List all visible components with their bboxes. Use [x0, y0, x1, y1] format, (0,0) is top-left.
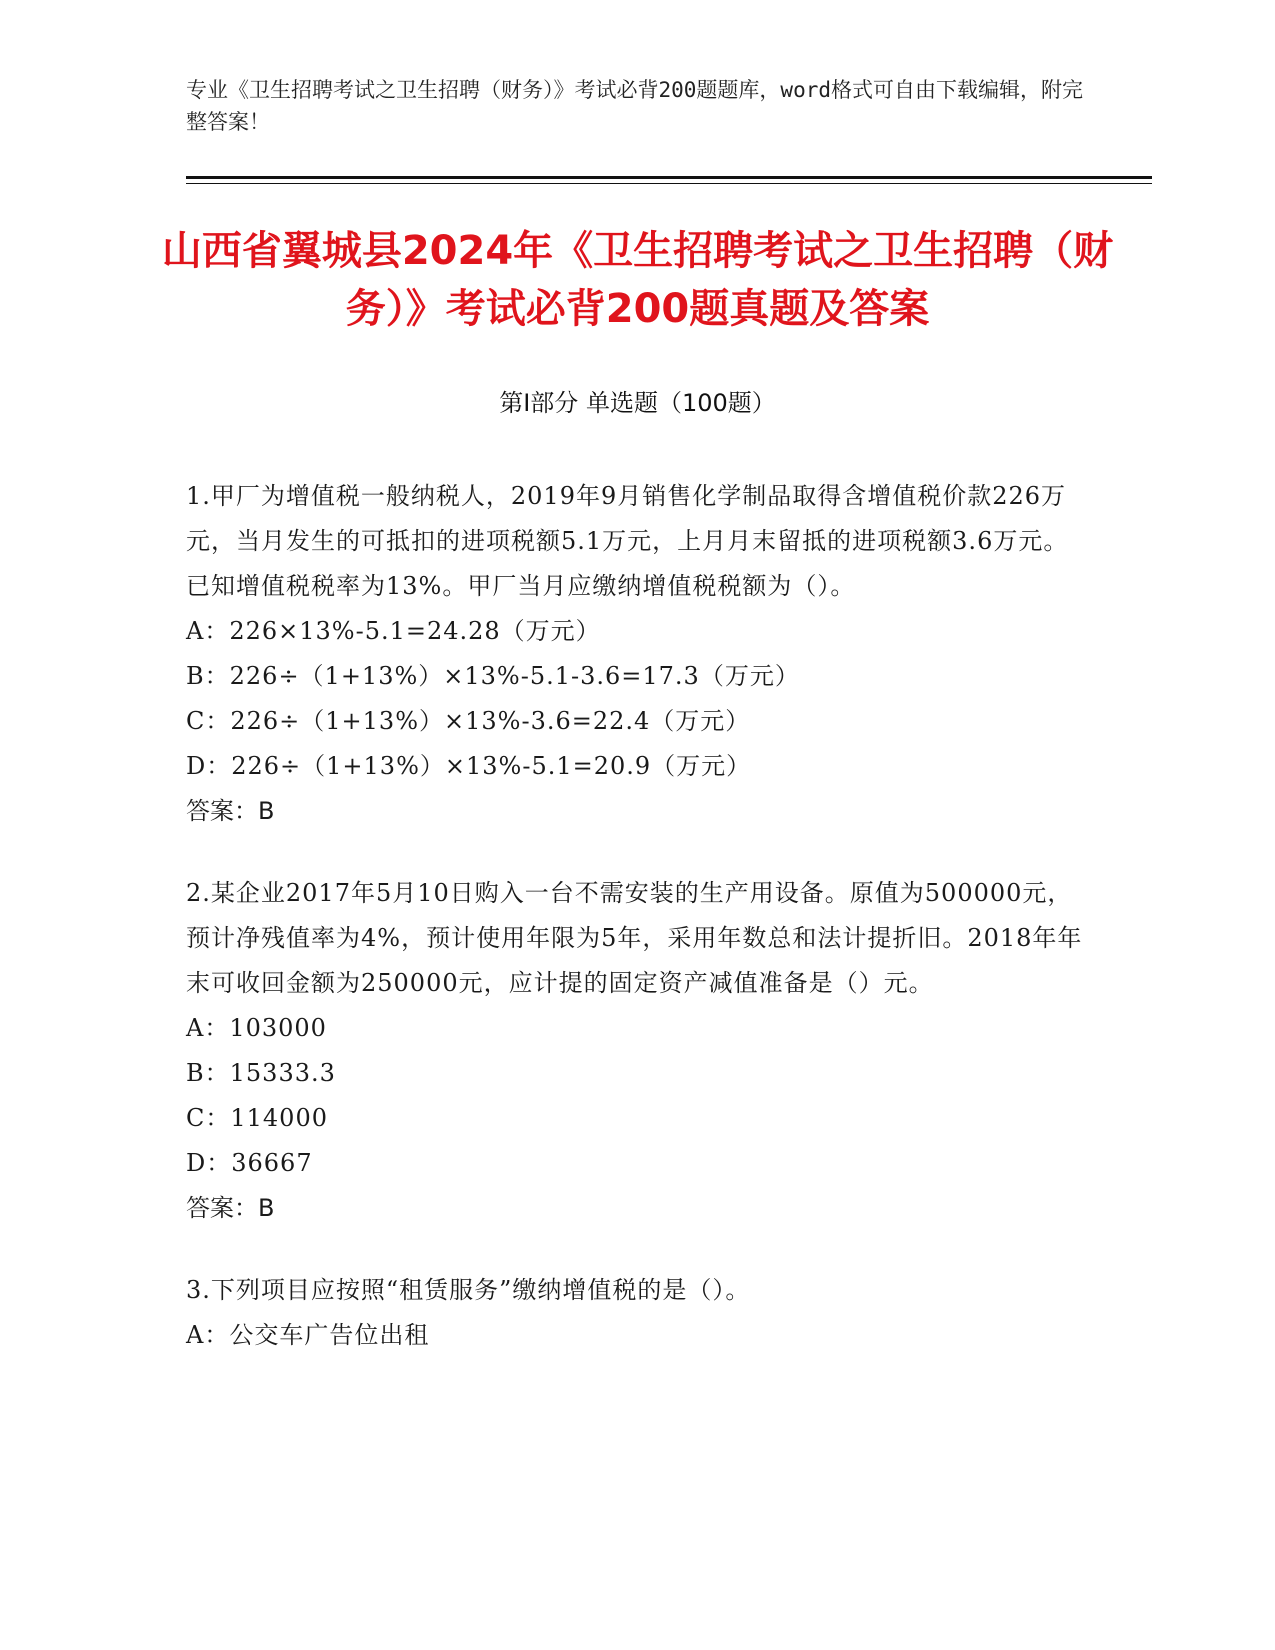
question-list: [186, 474, 1086, 1395]
question-stem: 3.下列项目应按照“租赁服务”缴纳增值税的是（）。: [186, 1276, 751, 1304]
option-a: A：公交车广告位出租: [186, 1321, 430, 1349]
option-b: B：226÷（1+13%）×13%-5.1-3.6=17.3（万元）: [186, 662, 800, 690]
question-item: [186, 474, 1086, 834]
option-c: C：114000: [186, 1104, 328, 1132]
question-item: [186, 871, 1086, 1231]
question-stem: 1.甲厂为增值税一般纳税人，2019年9月销售化学制品取得含增值税价款226万元，当月发生的可抵扣的进项税额5.1万元，上月月末留抵的进项税额3.6万元。已知增值税税率为13%。甲厂当月应缴纳增值税税额为（）。: [186, 482, 1069, 600]
option-a: A：103000: [186, 1014, 327, 1042]
document-title: 山西省翼城县2024年《卫生招聘考试之卫生招聘（财务）》考试必背200题真题及答案: [161, 228, 1114, 332]
question-stem: 2.某企业2017年5月10日购入一台不需安装的生产用设备。原值为500000元，预计净残值率为4%，预计使用年限为5年，采用年数总和法计提折旧。2018年年末可收回金额为250000元，应计提的固定资产减值准备是（）元。: [186, 879, 1083, 997]
header-rule-thick: [186, 176, 1152, 179]
option-d: D：226÷（1+13%）×13%-5.1=20.9（万元）: [186, 752, 752, 780]
answer-line: 答案：B: [186, 797, 275, 825]
option-b: B：15333.3: [186, 1059, 336, 1087]
question-item: [186, 1268, 1086, 1358]
option-c: C：226÷（1+13%）×13%-3.6=22.4（万元）: [186, 707, 751, 735]
header-rule-thin: [186, 183, 1152, 184]
header-note: 专业《卫生招聘考试之卫生招聘（财务）》考试必背200题题库，word格式可自由下载编辑，附完整答案！: [186, 78, 1083, 134]
answer-line: 答案：B: [186, 1194, 275, 1222]
option-d: D：36667: [186, 1149, 313, 1177]
section-title: 第I部分 单选题（100题）: [499, 389, 776, 417]
option-a: A：226×13%-5.1=24.28（万元）: [186, 617, 601, 645]
